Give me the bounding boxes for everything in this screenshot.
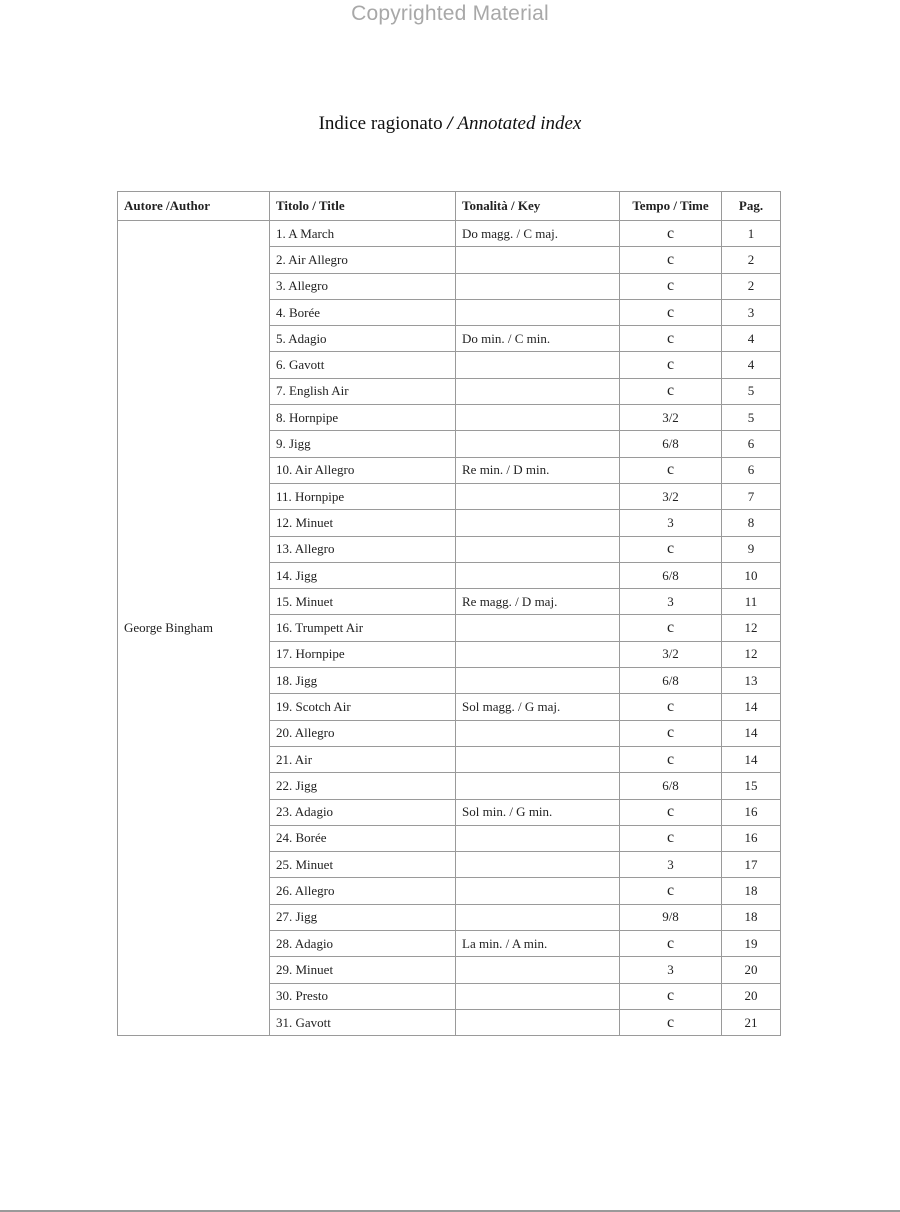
time-cell: 6/8 xyxy=(620,431,722,457)
title-cell: 11. Hornpipe xyxy=(270,483,456,509)
time-cell: c xyxy=(620,983,722,1009)
header-author: Autore /Author xyxy=(118,192,270,221)
time-cell: 3 xyxy=(620,589,722,615)
key-cell: Do min. / C min. xyxy=(456,326,620,352)
key-cell: Sol min. / G min. xyxy=(456,799,620,825)
title-cell: 12. Minuet xyxy=(270,510,456,536)
key-cell xyxy=(456,405,620,431)
title-italian: Indice ragionato xyxy=(318,113,443,134)
title-cell: 8. Hornpipe xyxy=(270,405,456,431)
title-cell: 15. Minuet xyxy=(270,589,456,615)
page-cell: 15 xyxy=(722,773,781,799)
key-cell xyxy=(456,247,620,273)
page-cell: 7 xyxy=(722,483,781,509)
table-row xyxy=(118,221,781,247)
title-cell: 23. Adagio xyxy=(270,799,456,825)
title-cell: 9. Jigg xyxy=(270,431,456,457)
key-cell: Sol magg. / G maj. xyxy=(456,694,620,720)
title-cell: 16. Trumpett Air xyxy=(270,615,456,641)
page-cell: 10 xyxy=(722,562,781,588)
page-cell: 19 xyxy=(722,931,781,957)
title-cell: 13. Allegro xyxy=(270,536,456,562)
page-cell: 20 xyxy=(722,957,781,983)
title-cell: 29. Minuet xyxy=(270,957,456,983)
key-cell xyxy=(456,483,620,509)
time-cell: 6/8 xyxy=(620,562,722,588)
title-cell: 30. Presto xyxy=(270,983,456,1009)
page-cell: 20 xyxy=(722,983,781,1009)
page-cell: 13 xyxy=(722,668,781,694)
page-cell: 6 xyxy=(722,431,781,457)
key-cell xyxy=(456,957,620,983)
time-cell: c xyxy=(620,720,722,746)
key-cell xyxy=(456,904,620,930)
annotated-index-table xyxy=(117,191,781,1036)
time-cell: c xyxy=(620,273,722,299)
page-cell: 14 xyxy=(722,694,781,720)
key-cell xyxy=(456,878,620,904)
title-cell: 6. Gavott xyxy=(270,352,456,378)
title-cell: 25. Minuet xyxy=(270,852,456,878)
header-title: Titolo / Title xyxy=(270,192,456,221)
title-cell: 20. Allegro xyxy=(270,720,456,746)
title-cell: 1. A March xyxy=(270,221,456,247)
time-cell: c xyxy=(620,799,722,825)
page-cell: 11 xyxy=(722,589,781,615)
page-cell: 12 xyxy=(722,641,781,667)
time-cell: c xyxy=(620,457,722,483)
key-cell: Re magg. / D maj. xyxy=(456,589,620,615)
title-cell: 17. Hornpipe xyxy=(270,641,456,667)
key-cell xyxy=(456,352,620,378)
page-cell: 9 xyxy=(722,536,781,562)
page-cell: 5 xyxy=(722,405,781,431)
title-cell: 2. Air Allegro xyxy=(270,247,456,273)
time-cell: c xyxy=(620,1009,722,1035)
key-cell xyxy=(456,668,620,694)
page-cell: 12 xyxy=(722,615,781,641)
title-cell: 19. Scotch Air xyxy=(270,694,456,720)
header-page: Pag. xyxy=(722,192,781,221)
time-cell: c xyxy=(620,221,722,247)
time-cell: c xyxy=(620,247,722,273)
time-cell: 6/8 xyxy=(620,668,722,694)
time-cell: 9/8 xyxy=(620,904,722,930)
key-cell xyxy=(456,299,620,325)
title-cell: 4. Borée xyxy=(270,299,456,325)
title-cell: 21. Air xyxy=(270,746,456,772)
title-cell: 28. Adagio xyxy=(270,931,456,957)
key-cell xyxy=(456,431,620,457)
time-cell: c xyxy=(620,694,722,720)
time-cell: 3/2 xyxy=(620,483,722,509)
key-cell xyxy=(456,720,620,746)
copyright-watermark: Copyrighted Material xyxy=(351,2,549,25)
time-cell: 3 xyxy=(620,510,722,536)
key-cell xyxy=(456,615,620,641)
key-cell xyxy=(456,378,620,404)
page-cell: 18 xyxy=(722,904,781,930)
time-cell: c xyxy=(620,536,722,562)
time-cell: 3 xyxy=(620,852,722,878)
page-cell: 2 xyxy=(722,273,781,299)
page-cell: 4 xyxy=(722,352,781,378)
time-cell: 3/2 xyxy=(620,405,722,431)
page-cell: 16 xyxy=(722,825,781,851)
title-cell: 22. Jigg xyxy=(270,773,456,799)
time-cell: c xyxy=(620,825,722,851)
title-cell: 27. Jigg xyxy=(270,904,456,930)
page-cell: 3 xyxy=(722,299,781,325)
page-cell: 6 xyxy=(722,457,781,483)
page-cell: 21 xyxy=(722,1009,781,1035)
title-cell: 26. Allegro xyxy=(270,878,456,904)
key-cell: Do magg. / C maj. xyxy=(456,221,620,247)
key-cell xyxy=(456,536,620,562)
time-cell: c xyxy=(620,352,722,378)
key-cell xyxy=(456,562,620,588)
time-cell: 3 xyxy=(620,957,722,983)
time-cell: c xyxy=(620,615,722,641)
key-cell xyxy=(456,273,620,299)
page-cell: 18 xyxy=(722,878,781,904)
title-cell: 18. Jigg xyxy=(270,668,456,694)
page-cell: 14 xyxy=(722,720,781,746)
page-cell: 2 xyxy=(722,247,781,273)
header-key: Tonalità / Key xyxy=(456,192,620,221)
title-cell: 7. English Air xyxy=(270,378,456,404)
page-cell: 8 xyxy=(722,510,781,536)
page-cell: 4 xyxy=(722,326,781,352)
key-cell: La min. / A min. xyxy=(456,931,620,957)
header-row xyxy=(118,192,781,221)
key-cell xyxy=(456,510,620,536)
time-cell: 6/8 xyxy=(620,773,722,799)
page-title xyxy=(0,113,900,135)
page-cell: 17 xyxy=(722,852,781,878)
time-cell: c xyxy=(620,326,722,352)
page-cell: 16 xyxy=(722,799,781,825)
key-cell: Re min. / D min. xyxy=(456,457,620,483)
title-cell: 10. Air Allegro xyxy=(270,457,456,483)
author-cell: George Bingham xyxy=(118,221,270,1036)
title-cell: 24. Borée xyxy=(270,825,456,851)
title-separator: / xyxy=(442,113,458,134)
time-cell: c xyxy=(620,878,722,904)
key-cell xyxy=(456,641,620,667)
key-cell xyxy=(456,746,620,772)
page-cell: 14 xyxy=(722,746,781,772)
key-cell xyxy=(456,983,620,1009)
key-cell xyxy=(456,773,620,799)
title-cell: 31. Gavott xyxy=(270,1009,456,1035)
title-cell: 3. Allegro xyxy=(270,273,456,299)
title-cell: 5. Adagio xyxy=(270,326,456,352)
page-cell: 1 xyxy=(722,221,781,247)
key-cell xyxy=(456,852,620,878)
key-cell xyxy=(456,825,620,851)
key-cell xyxy=(456,1009,620,1035)
time-cell: c xyxy=(620,299,722,325)
time-cell: c xyxy=(620,746,722,772)
time-cell: 3/2 xyxy=(620,641,722,667)
page-cell: 5 xyxy=(722,378,781,404)
time-cell: c xyxy=(620,931,722,957)
time-cell: c xyxy=(620,378,722,404)
header-time: Tempo / Time xyxy=(620,192,722,221)
title-cell: 14. Jigg xyxy=(270,562,456,588)
title-english: Annotated index xyxy=(457,113,582,134)
